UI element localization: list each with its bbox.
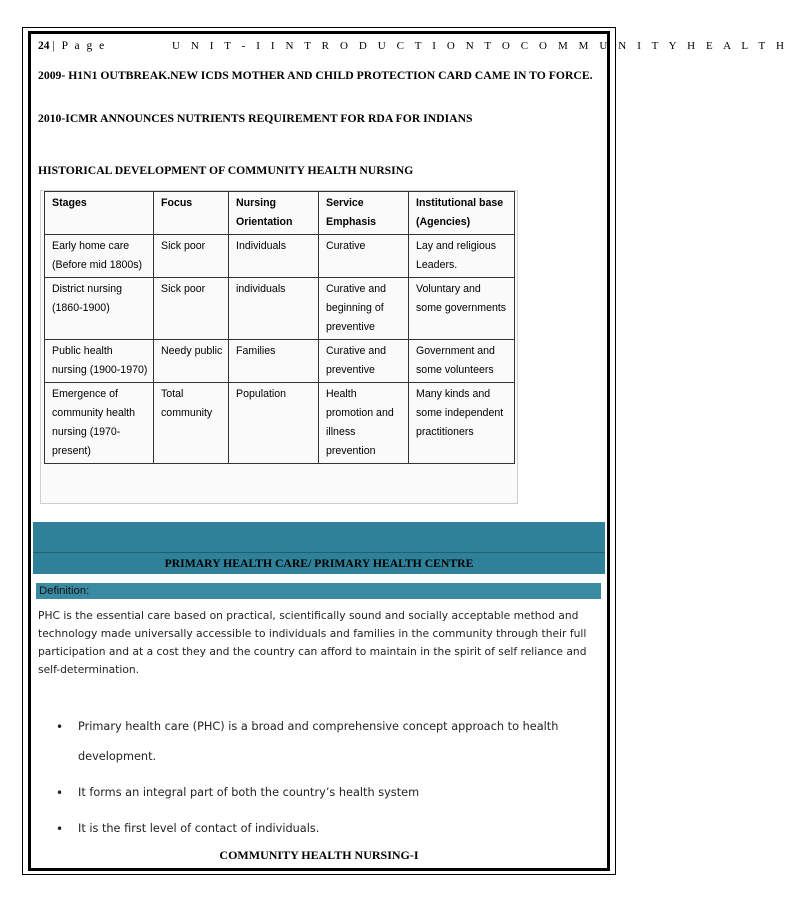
table-header-row [45,192,515,235]
table-row [45,340,515,383]
table-cell: Many kinds and some independent practitioners [409,383,515,464]
page-footer: COMMUNITY HEALTH NURSING-I [219,848,419,862]
table-cell: Lay and religious Leaders. [409,235,515,278]
table-row [45,278,515,340]
phc-section-title: PRIMARY HEALTH CARE/ PRIMARY HEALTH CENTRE [33,552,605,574]
bullet-list [38,712,598,850]
history-table [44,191,515,464]
event-2010: 2010-ICMR ANNOUNCES NUTRIENTS REQUIREMENT FOR RDA FOR INDIANS [38,112,473,125]
page-number: 24 [38,40,50,52]
event-2009: 2009- H1N1 OUTBREAK.NEW ICDS MOTHER AND CHILD PROTECTION CARD CAME IN TO FORCE. [38,69,593,82]
header-service-emphasis: Service Emphasis [319,192,409,235]
table-cell: Government and some volunteers [409,340,515,383]
table-cell: Families [229,340,319,383]
list-item [38,712,598,772]
table-cell: Sick poor [154,278,229,340]
definition-label: Definition: [36,583,601,599]
table-cell: Needy public [154,340,229,383]
header-nursing-orientation: Nursing Orientation [229,192,319,235]
unit-title: U N I T - I I N T R O D U C T I O N T O C O M M U N I T Y H E A L T H [172,40,788,52]
table-row [45,383,515,464]
definition-paragraph: PHC is the essential care based on practical, scientifically sound and socially acceptable method and technology made universally accessible to individuals and families in the community through their full participation and at a cost they and the country can afford to maintain in the spirit of self reliance and self-determination. [38,609,587,676]
table-cell: Health promotion and illness prevention [319,383,409,464]
list-item [38,778,598,808]
table-cell: Curative and preventive [319,340,409,383]
list-item-text: It forms an integral part of both the country’s health system [78,786,420,799]
table-cell: individuals [229,278,319,340]
table-cell: Sick poor [154,235,229,278]
table-cell: Individuals [229,235,319,278]
list-item [38,814,598,844]
table-cell: Early home care (Before mid 1800s) [45,235,154,278]
header-focus: Focus [154,192,229,235]
table-cell: Public health nursing (1900-1970) [45,340,154,383]
list-item-text: Primary health care (PHC) is a broad and comprehensive concept approach to health development. [78,720,559,763]
table-cell: Curative [319,235,409,278]
section-heading: HISTORICAL DEVELOPMENT OF COMMUNITY HEALTH NURSING [38,164,414,177]
table-cell: Total community [154,383,229,464]
bullet-icon: • [56,786,64,800]
table-cell: District nursing (1860-1900) [45,278,154,340]
header-institutional-base: Institutional base (Agencies) [409,192,515,235]
bullet-icon: • [56,720,64,734]
header-stages: Stages [45,192,154,235]
table-cell: Curative and beginning of preventive [319,278,409,340]
bullet-icon: • [56,822,64,836]
page-header [38,40,788,52]
table-cell: Emergence of community health nursing (1970-present) [45,383,154,464]
table-cell: Voluntary and some governments [409,278,515,340]
section-band [33,522,605,552]
page-label: | P a g e [52,40,107,52]
list-item-text: It is the first level of contact of individuals. [78,822,320,835]
table-row [45,235,515,278]
table-cell: Population [229,383,319,464]
